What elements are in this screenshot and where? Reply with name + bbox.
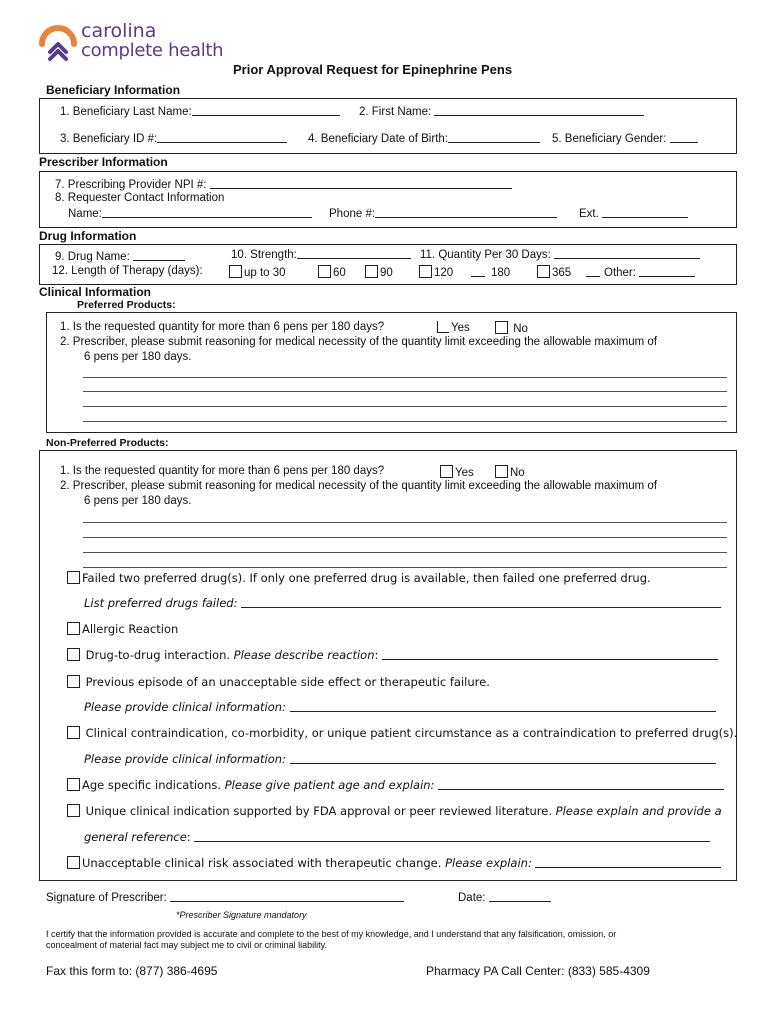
beneficiary-id-field[interactable]: [60, 131, 287, 145]
preferred-heading: Preferred Products:: [77, 299, 176, 311]
clinical-risk-option[interactable]: [67, 856, 721, 870]
therapy-365-option[interactable]: [537, 265, 571, 279]
checkbox-icon[interactable]: [67, 726, 80, 739]
option-label: Clinical contraindication, co-morbidity, or unique patient circumstance as a contraindication to preferred drug(s).: [85, 726, 738, 740]
fax-number: Fax this form to: (877) 386-4695: [46, 964, 218, 978]
field-label: List preferred drugs failed:: [84, 596, 238, 610]
checkbox-icon[interactable]: [67, 648, 80, 661]
option-colon: :: [374, 648, 379, 662]
option-label: 365: [552, 267, 572, 279]
npi-label: 7. Prescribing Provider NPI #:: [55, 179, 207, 191]
quantity-label: 11. Quantity Per 30 Days:: [420, 249, 551, 261]
option-label: 120: [434, 267, 454, 279]
answer-line[interactable]: [83, 522, 727, 523]
certify-line1: I certify that the information provided is accurate and complete to the best of my knowledge, and I understand that any falsification, omission, or: [46, 929, 617, 939]
answer-line[interactable]: [83, 377, 727, 378]
beneficiary-last-name-label: 1. Beneficiary Last Name:: [60, 106, 192, 118]
drug-name-label: 9. Drug Name:: [55, 251, 130, 263]
field-label: Please provide clinical information:: [84, 752, 286, 766]
option-label: 180: [491, 267, 511, 279]
question-text: 1. Is the requested quantity for more than 6 pens per 180 days?: [60, 321, 385, 333]
checkbox-icon[interactable]: [440, 465, 453, 478]
checkbox-icon[interactable]: [67, 804, 80, 817]
answer-line[interactable]: [83, 421, 727, 422]
checkbox-icon[interactable]: [537, 265, 550, 278]
answer-line[interactable]: [83, 552, 727, 553]
option-label: Unique clinical indication supported by FDA approval or peer reviewed literature.: [85, 804, 552, 818]
nonpref-q1: [60, 465, 384, 477]
requester-ext-field[interactable]: [579, 206, 688, 220]
requester-phone-label: Phone #:: [329, 208, 376, 220]
question-text: 1. Is the requested quantity for more than 6 pens per 180 days?: [60, 465, 385, 477]
therapy-upto30-option[interactable]: [229, 265, 286, 279]
contraindication-info-field[interactable]: [84, 752, 716, 766]
option-prompt: Please explain and provide a: [555, 804, 722, 818]
option-prompt: Please give patient age and explain:: [224, 778, 435, 792]
no-label: No: [513, 323, 528, 335]
option-label: Failed two preferred drug(s). If only one preferred drug is available, then failed one preferred drug.: [82, 571, 651, 585]
prescriber-heading: Prescriber Information: [39, 155, 168, 169]
answer-line[interactable]: [83, 391, 727, 392]
drug-name-field[interactable]: [55, 249, 185, 263]
therapy-length-label: 12. Length of Therapy (days):: [52, 265, 203, 277]
requester-contact-label: 8. Requester Contact Information: [55, 192, 225, 204]
field-label: general reference: [84, 830, 187, 844]
checkbox-icon[interactable]: [67, 571, 80, 584]
option-prompt: Please describe reaction: [233, 648, 375, 662]
option-label: Allergic Reaction: [82, 622, 179, 636]
side-effect-info-field[interactable]: [84, 700, 716, 714]
beneficiary-heading: Beneficiary Information: [46, 83, 181, 97]
signature-field[interactable]: [46, 890, 404, 904]
nonpref-q2: 2. Prescriber, please submit reasoning for medical necessity of the quantity limit exceeding the allowable maximum of: [60, 480, 658, 492]
signature-mandatory-note: *Prescriber Signature mandatory: [176, 910, 307, 920]
requester-name-field[interactable]: [68, 206, 312, 220]
checkbox-line-icon[interactable]: [471, 265, 485, 277]
beneficiary-last-name-field[interactable]: [60, 104, 340, 118]
option-label: Other:: [604, 267, 636, 279]
failed-drugs-field[interactable]: [84, 596, 721, 610]
option-label: Age specific indications.: [82, 778, 222, 792]
checkbox-icon[interactable]: [67, 622, 80, 635]
drug-interaction-option[interactable]: [67, 648, 718, 662]
date-label: Date:: [458, 892, 486, 904]
option-label: Previous episode of an unacceptable side effect or therapeutic failure.: [85, 675, 490, 689]
therapy-180-option[interactable]: [471, 265, 510, 279]
yes-label: Yes: [455, 467, 474, 479]
gender-label: 5. Beneficiary Gender:: [552, 133, 667, 145]
therapy-other-option[interactable]: [586, 265, 695, 279]
strength-field[interactable]: [231, 247, 411, 261]
age-specific-option[interactable]: [67, 778, 724, 792]
unique-indication-option[interactable]: [67, 804, 722, 818]
preferred-q1: [60, 321, 384, 333]
date-field[interactable]: [458, 890, 551, 904]
first-name-field[interactable]: [359, 104, 644, 118]
answer-line[interactable]: [83, 567, 727, 568]
yes-label: Yes: [451, 322, 470, 334]
general-reference-field[interactable]: [84, 830, 710, 844]
checkbox-icon[interactable]: [419, 265, 432, 278]
nonpref-no-option[interactable]: [495, 465, 525, 479]
preferred-yes-option[interactable]: [437, 321, 470, 334]
dob-field[interactable]: [308, 131, 540, 145]
checkbox-icon[interactable]: [437, 321, 449, 333]
checkbox-icon[interactable]: [229, 265, 242, 278]
checkbox-icon[interactable]: [67, 675, 80, 688]
field-colon: :: [186, 830, 191, 844]
answer-line[interactable]: [83, 537, 727, 538]
preferred-no-option[interactable]: [495, 321, 528, 335]
requester-ext-label: Ext.: [579, 208, 599, 220]
quantity-field[interactable]: [420, 247, 700, 261]
option-label: Drug-to-drug interaction.: [85, 648, 231, 662]
call-center: Pharmacy PA Call Center: (833) 585-4309: [426, 964, 650, 978]
therapy-60-option[interactable]: [318, 265, 346, 279]
no-label: No: [510, 467, 525, 479]
contraindication-option[interactable]: [67, 726, 737, 740]
option-label: 90: [380, 267, 393, 279]
checkbox-icon[interactable]: [495, 321, 508, 334]
clinical-heading: Clinical Information: [39, 285, 152, 299]
therapy-120-option[interactable]: [419, 265, 453, 279]
checkbox-line-icon[interactable]: [586, 265, 600, 277]
nonpref-yes-option[interactable]: [440, 465, 474, 479]
logo: [38, 20, 238, 62]
logo-line1: carolina: [81, 20, 157, 42]
nonpref-q2-cont: 6 pens per 180 days.: [84, 495, 192, 507]
checkbox-icon[interactable]: [495, 465, 508, 478]
beneficiary-id-label: 3. Beneficiary ID #:: [60, 133, 158, 145]
nonpreferred-heading: Non-Preferred Products:: [46, 437, 169, 449]
option-label: up to 30: [244, 267, 286, 279]
side-effect-option[interactable]: [67, 675, 490, 689]
failed-preferred-option[interactable]: [67, 571, 651, 585]
preferred-q2-cont: 6 pens per 180 days.: [84, 351, 192, 363]
drug-heading: Drug Information: [39, 229, 137, 243]
preferred-q2: 2. Prescriber, please submit reasoning for medical necessity of the quantity limit exceeding the allowable maximum of: [60, 336, 658, 348]
checkbox-icon[interactable]: [67, 778, 80, 791]
option-prompt: Please explain:: [445, 856, 532, 870]
form-title: Prior Approval Request for Epinephrine Pens: [233, 62, 513, 77]
checkbox-icon[interactable]: [67, 856, 80, 869]
certify-line2: concealment of material fact may subject me to civil or criminal liability.: [46, 940, 327, 950]
npi-field[interactable]: [55, 177, 512, 191]
strength-label: 10. Strength:: [231, 249, 297, 261]
logo-line2: complete health: [81, 40, 224, 61]
checkbox-icon[interactable]: [318, 265, 331, 278]
field-label: Please provide clinical information:: [84, 700, 286, 714]
therapy-90-option[interactable]: [365, 265, 393, 279]
answer-line[interactable]: [83, 406, 727, 407]
logo-mark-icon: [38, 22, 78, 62]
requester-name-label: Name:: [68, 208, 102, 220]
option-label: 60: [333, 267, 346, 279]
signature-label: Signature of Prescriber:: [46, 892, 167, 904]
gender-field[interactable]: [552, 131, 698, 145]
requester-phone-field[interactable]: [329, 206, 557, 220]
dob-label: 4. Beneficiary Date of Birth:: [308, 133, 448, 145]
first-name-label: 2. First Name:: [359, 106, 432, 118]
checkbox-icon[interactable]: [365, 265, 378, 278]
allergic-reaction-option[interactable]: [67, 622, 178, 636]
option-label: Unacceptable clinical risk associated with therapeutic change.: [82, 856, 442, 870]
